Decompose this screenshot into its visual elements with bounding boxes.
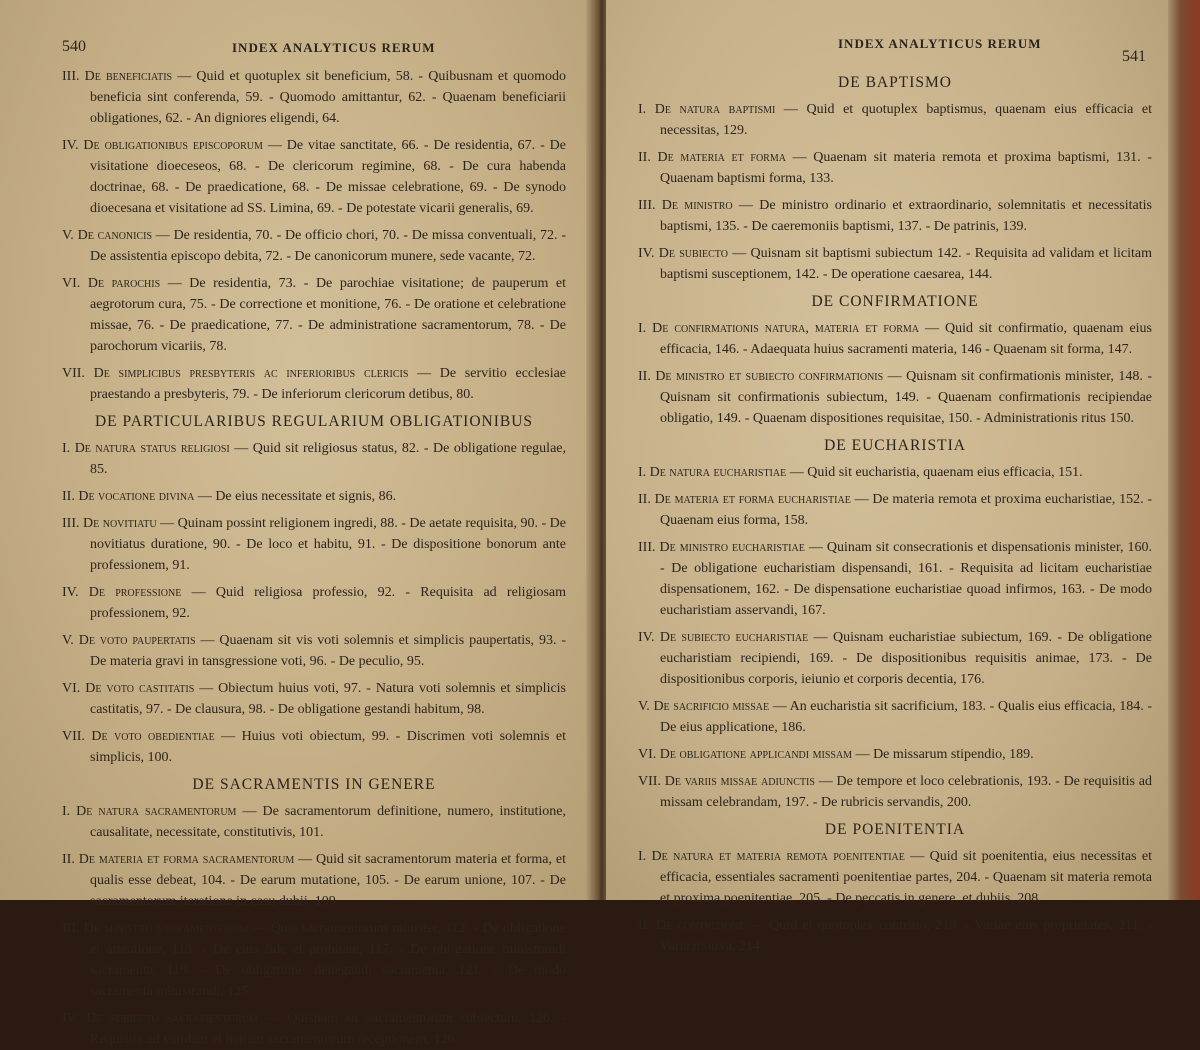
index-entry [62,513,566,576]
right-running-title: INDEX ANALYTICUS RERUM [838,36,1042,51]
section-title-regularium: DE PARTICULARIBUS REGULARIUM OBLIGATIONIBUS [94,413,534,430]
entry-number: I. [638,102,647,117]
entry-number: V. [62,633,74,648]
index-entry [638,243,1152,285]
index-entry [62,630,566,672]
entry-number: III. [62,921,80,936]
entry-heading: De beneficiatis [84,69,173,84]
entry-number: IV. [62,585,79,600]
index-entry [62,918,566,1002]
entry-heading: De subiecto [658,246,728,261]
entry-heading: De vocatione divina [78,489,195,504]
entry-heading: De ministro eucharistiae [659,540,805,555]
index-entry [638,489,1152,531]
entry-number: I. [638,465,647,480]
entry-heading: De professione [88,585,182,600]
entry-text: — Quisnam sit sacramentorum subiectum, 126. - Requisita ad validam et licitam sacramentorum receptionem, 126. [90,1011,566,1047]
right-entries-poenitentia [638,846,1152,957]
entry-heading: De ministro [661,198,733,213]
entry-number: I. [638,849,647,864]
entry-heading: De ministro et subiecto confirmationis [655,369,884,384]
entry-text: — Quisnam sit baptismi subiectum 142. - Requisita ad validam et licitam baptismi susceptionem, 142. - De operatione caesarea, 144. [660,246,1152,282]
index-entry [638,462,1152,483]
entry-number: III. [62,516,80,531]
index-entry [638,195,1152,237]
entry-heading: De natura sacramentorum [76,804,237,819]
entry-number: II. [62,489,75,504]
entry-text: — Quaenam sit materia remota et proxima baptismi, 131. - Quaenam baptismi forma, 133. [660,150,1152,186]
entry-number: III. [638,540,656,555]
entry-heading: De materia et forma [657,150,786,165]
index-entry [62,225,566,267]
entry-heading: De novitiatu [83,516,157,531]
entry-number: IV. [62,138,79,153]
book-edge [1168,0,1200,900]
entry-text: — Quid sit eucharistia, quaenam eius efficacia, 151. [786,465,1083,480]
index-entry [62,582,566,624]
index-entry [62,363,566,405]
left-running-head [62,40,566,66]
entry-text: — De materia remota et proxima eucharistiae, 152. - Quaenam eius forma, 158. [660,492,1153,528]
entry-number: VI. [62,681,81,696]
entry-heading: De subiecto eucharistiae [659,630,809,645]
index-entry [638,771,1152,813]
entry-heading: De confirmationis natura, materia et forma [652,321,920,336]
entry-text: — An eucharistia sit sacrificium, 183. - Qualis eius efficacia, 184. - De eius applicatione, 186. [660,699,1152,735]
entry-heading: De sacrificio missae [653,699,770,714]
entry-number: III. [638,198,656,213]
index-entry [638,696,1152,738]
entry-number: VII. [62,729,85,744]
section-title-baptismo: DE BAPTISMO [838,74,952,91]
right-running-head [638,36,1152,66]
entry-heading: De materia et forma eucharistiae [654,492,851,507]
entry-text: — Quisnam sit confirmationis minister, 148. - Quisnam sit confirmationis subiectum, 149. - Quaenam confirmationis recipiendae obligatio, 149. - Quaenam dispositiones requisitae, 150. - Administrationis ritus 150. [660,369,1152,426]
entry-text: — Quis sacramentorum minister, 112. - De obligatione et attentione, 113. - De eius fide et probitate, 117. - De obligatione ministrandi sacramenta, 119. - De obligatione denegandi sacramenta, 121. - De modo sacramenta ministrandi, 125. [90,921,566,999]
entry-number: VI. [62,276,81,291]
index-entry [62,273,566,357]
entry-text: — Quaenam sit vis voti solemnis et simplicis paupertatis, 93. - De materia gravi in tansgressione voti, 96. - De peculio, 95. [90,633,567,669]
entry-text: — De eius necessitate et signis, 86. [194,489,397,504]
index-entry [638,915,1152,957]
index-entry [62,438,566,480]
section-title-poenitentia: DE POENITENTIA [824,821,966,838]
entry-heading: De variis missae adiunctis [664,774,815,789]
entry-text: — De tempore et loco celebrationis, 193. - De requisitis ad missam celebrandam, 197. - De rubricis servandis, 200. [660,774,1153,810]
index-entry [62,1008,566,1050]
entry-heading: De subiecto sacramentorum [86,1011,258,1026]
right-page [606,0,1172,954]
entry-text: — De ministro ordinario et extraordinario, solemnitatis et necessitatis baptismi, 135. - De caeremoniis baptismi, 137. - De patrinis, 139. [660,198,1152,234]
left-page-number: 540 [62,38,86,55]
entry-heading: De canonicis [77,228,153,243]
entry-text: — De sacramentorum definitione, numero, institutione, causalitate, necessitate, constitutivis, 101. [90,804,566,840]
entry-heading: De voto paupertatis [78,633,196,648]
entry-number: I. [62,441,71,456]
index-entry [638,99,1152,141]
right-entries-baptismo [638,99,1152,285]
entry-text: — Quid et quotuplex contritio, 210. - Variae eius proprietates, 211. - Varia motiva, 214. [660,918,1152,954]
section-title-eucharistia: DE EUCHARISTIA [824,437,966,454]
right-entries-confirmatione [638,318,1152,429]
entry-heading: De voto obedientiae [91,729,215,744]
index-entry [62,486,566,507]
entry-number: I. [62,804,71,819]
section-title-sacramentis: DE SACRAMENTIS IN GENERE [192,776,436,793]
entry-text: — De residentia, 73. - De parochiae visitatione; de pauperum et aegrotorum cura, 75. - De correctione et monitione, 76. - De oratione et celebratione missae, 76. - De praedicatione, 77. - De administratione sacramentorum, 78. - De parochorum vicariis, 78. [90,276,566,354]
index-entry [62,801,566,843]
section-title-confirmatione: DE CONFIRMATIONE [811,293,979,310]
entry-text: — Quid et quotuplex sit beneficium, 58. - Quibusnam et quomodo beneficia sint conferenda, 59. - Quomodo amittantur, 62. - Quaenam beneficiarii obligationes, 62. - An digniores eligendi, 64. [90,69,567,126]
entry-number: IV. [62,1011,79,1026]
entry-number: V. [62,228,74,243]
entry-heading: De contritione [656,918,745,933]
entry-number: II. [638,369,651,384]
index-entry [62,66,566,129]
index-entry [638,366,1152,429]
entry-text: — Quid sit confirmatio, quaenam eius efficacia, 146. - Adaequata huius sacramenti materia, 146 - Quaenam sit forma, 147. [660,321,1153,357]
entry-text: — De missarum stipendio, 189. [852,747,1034,762]
entry-number: IV. [638,630,655,645]
entry-text: — Huius voti obiectum, 99. - Discrimen voti solemnis et simplicis, 100. [90,729,566,765]
right-page-number: 541 [1122,48,1146,65]
left-entries-sacramentis [62,801,566,1050]
entry-number: I. [638,321,647,336]
entry-number: VII. [638,774,661,789]
index-entry [638,147,1152,189]
entry-number: III. [62,69,80,84]
entry-heading: De natura et materia remota poenitentiae [651,849,905,864]
index-entry [62,849,566,912]
index-entry [638,627,1152,690]
entry-text: — De vitae sanctitate, 66. - De residentia, 67. - De visitatione dioeceseos, 68. - De clericorum regimine, 68. - De cura habenda doctrinae, 68. - De praedicatione, 68. - De missae celebratione, 69. - De synodo dioecesana et visitatione ad SS. Limina, 69. - De potestate vicarii generalis, 69. [90,138,566,216]
entry-heading: De ministro sacramentorum [83,921,249,936]
entry-heading: De obligationibus episcoporum [83,138,263,153]
left-entries-regularium [62,438,566,768]
entry-heading: De voto castitatis [85,681,195,696]
entry-text: — Obiectum huius voti, 97. - Natura voti solemnis et simplicis castitatis, 97. - De clausura, 98. - De obligatione gestandi habitum, 98. [90,681,567,717]
index-entry [638,537,1152,621]
entry-text: — Quid et quotuplex baptismus, quaenam eius efficacia et necessitas, 129. [660,102,1153,138]
entry-number: II. [638,150,651,165]
left-entries-top [62,66,566,405]
index-entry [62,135,566,219]
entry-heading: De natura status religiosi [74,441,230,456]
entry-number: II. [638,918,651,933]
entry-heading: De obligatione applicandi missam [659,747,853,762]
entry-text: — Quisnam eucharistiae subiectum, 169. - De obligatione eucharistiam recipiendi, 169. - De dispositionibus requisitis animae, 173. - De dispositionibus corporis, ieiunio et corporis decentia, 176. [660,630,1153,687]
index-entry [638,318,1152,360]
index-entry [62,726,566,768]
right-entries-eucharistia [638,462,1152,813]
entry-text: — Quid sit poenitentia, eius necessitas et efficacia, essentiales sacramenti poenitentiae partes, 204. - Quaenam sit materia remota et proxima poenitentiae, 205. - De peccatis in genere, et dubiis, 208. [660,849,1153,906]
entry-text: — Quinam sit consecrationis et dispensationis minister, 160. - De obligatione eucharistiam dispensandi, 161. - Requisita ad licitam eucharistiae dispensationem, 162. - De dispensatione eucharistiae quoad infirmos, 163. - De modo eucharistiam asservandi, 167. [660,540,1152,618]
entry-heading: De natura baptismi [654,102,776,117]
entry-number: VI. [638,747,657,762]
left-page [0,0,594,1047]
entry-heading: De parochis [87,276,161,291]
entry-text: — De servitio ecclesiae praestando a presbyteris, 79. - De inferiorum clericorum detibus, 80. [90,366,567,402]
entry-heading: De natura eucharistiae [649,465,787,480]
entry-heading: De materia et forma sacramentorum [78,852,295,867]
entry-number: IV. [638,246,655,261]
index-entry [62,678,566,720]
entry-text: — Quinam possint religionem ingredi, 88. - De aetate requisita, 90. - De novitiatus duratione, 90. - De loco et habitu, 91. - De dispositione bonorum ante professionem, 91. [90,516,567,573]
entry-number: II. [62,852,75,867]
entry-number: V. [638,699,650,714]
entry-number: II. [638,492,651,507]
entry-text: — De residentia, 70. - De officio chori, 70. - De missa conventuali, 72. - De assistentia episcopo debita, 72. - De canonicorum munere, sede vacante, 72. [90,228,566,264]
entry-text: — Quid sit sacramentorum materia et forma, et qualis esse debeat, 104. - De earum mutatione, 105. - De earum unione, 107. - De sacramentorum iteratione in casu dubii, 109. [90,852,566,909]
left-running-title: INDEX ANALYTICUS RERUM [232,40,436,55]
entry-heading: De simplicibus presbyteris ac inferioribus clericis [93,366,409,381]
entry-text: — Quid sit religiosus status, 82. - De obligatione regulae, 85. [90,441,567,477]
index-entry [638,744,1152,765]
entry-number: VII. [62,366,85,381]
entry-text: — Quid religiosa professio, 92. - Requisita ad religiosam professionem, 92. [90,585,567,621]
